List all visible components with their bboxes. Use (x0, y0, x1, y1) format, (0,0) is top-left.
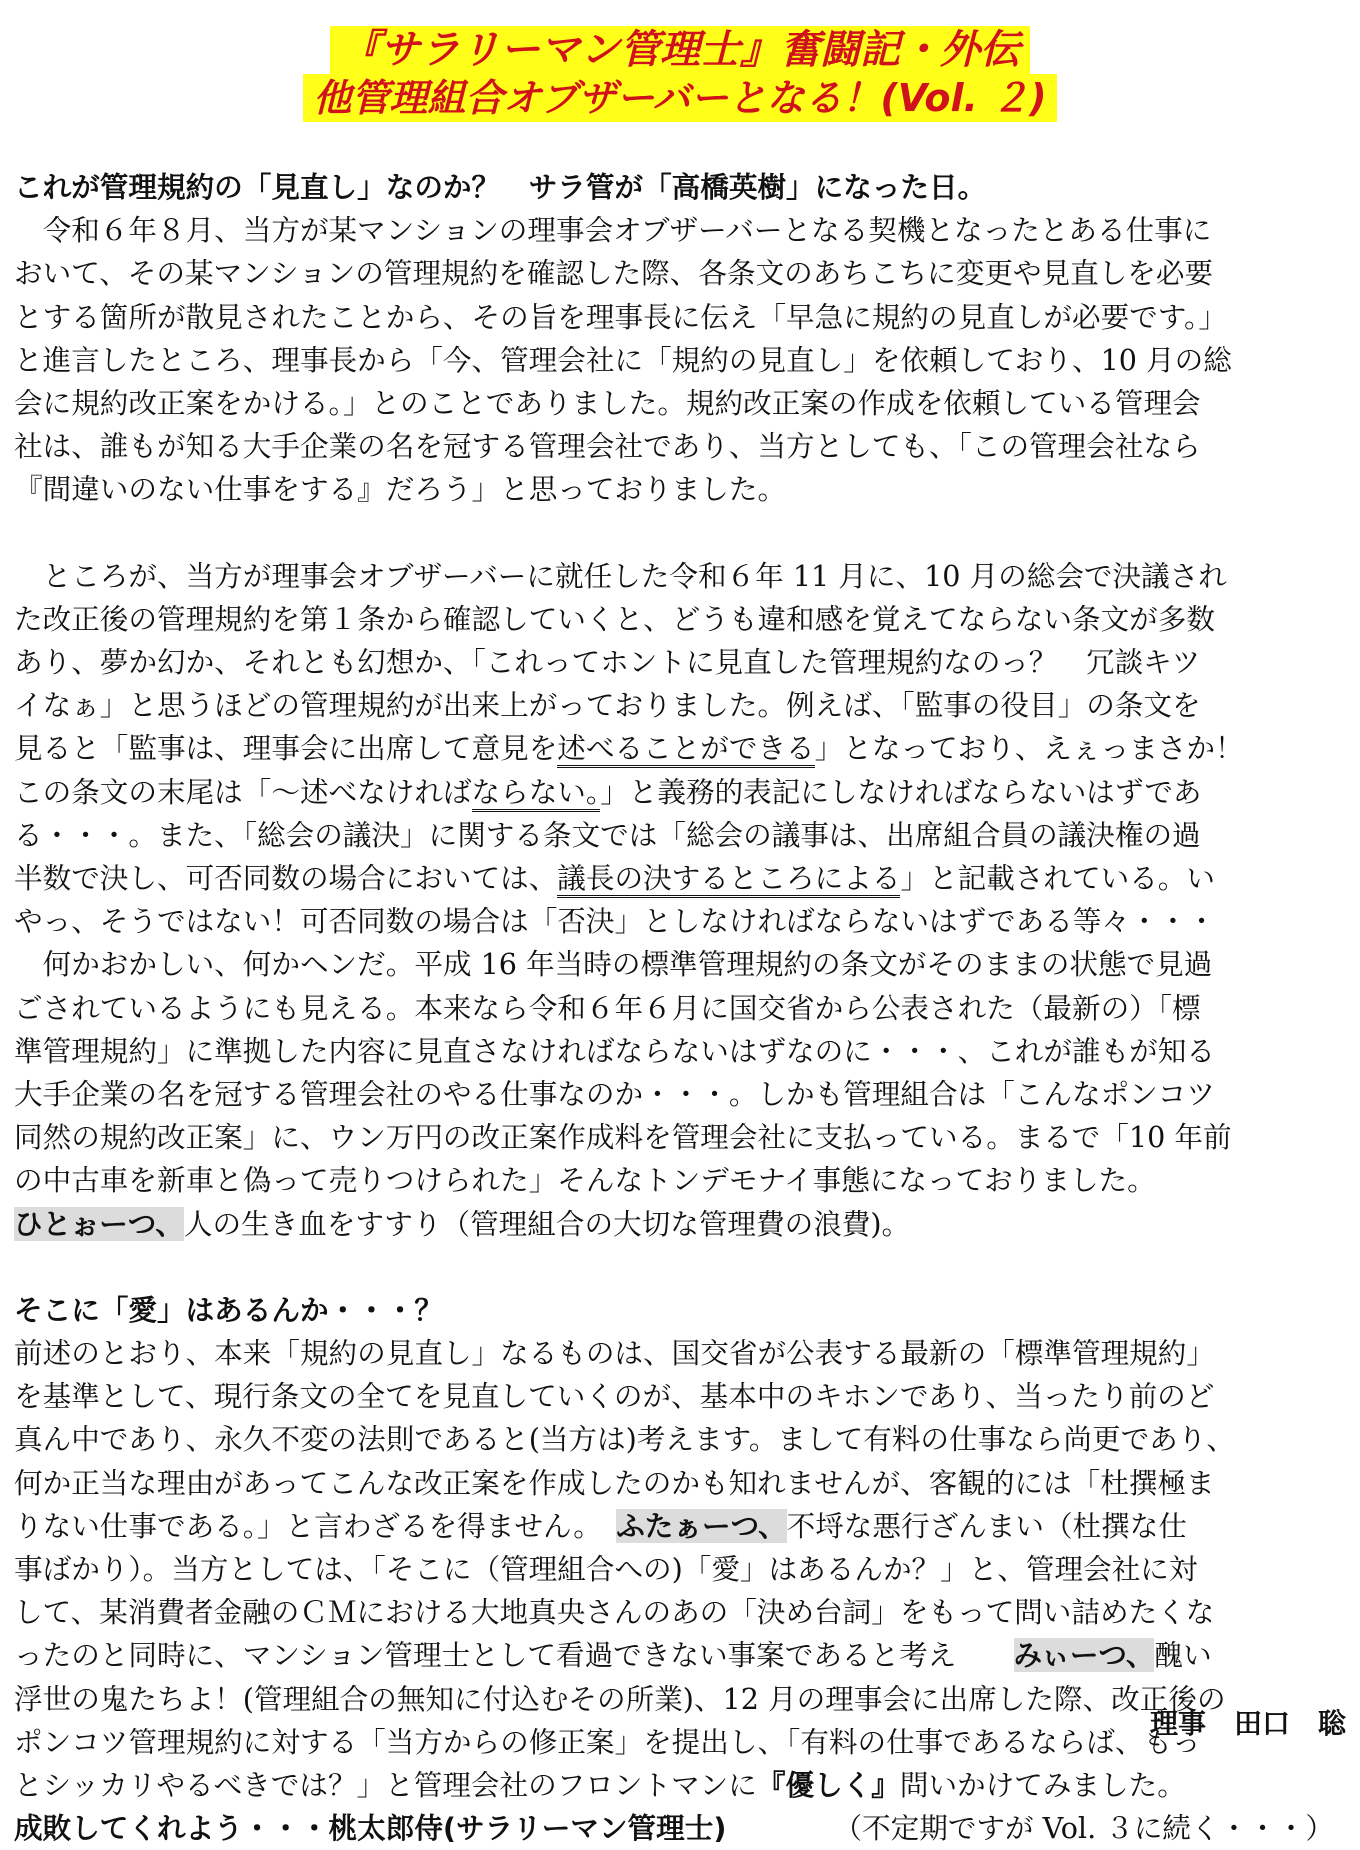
paragraph-line: ポンコツ管理規約に対する「当方からの修正案」を提出し、「有料の仕事であるならば、もっ (14, 1724, 1201, 1759)
article-body (14, 166, 1348, 1850)
paragraph-line: 社は、誰もが知る大手企業の名を冠する管理会社であり、当方としても、「この管理会社なら (14, 429, 1201, 464)
paragraph-line: りない仕事である。」と言わざるを得ません。 ふたぁーつ、不埒な悪行ざんまい（杜撰な仕 (14, 1508, 1187, 1543)
paragraph-line: 前述のとおり、本来「規約の見直し」なるものは、国交省が公表する最新の「標準管理規約」 (14, 1336, 1215, 1371)
paragraph-line: 同然の規約改正案」に、ウン万円の改正案作成料を管理会社に支払っている。まるで「10 年前 (14, 1120, 1232, 1155)
paragraph-line: とする箇所が散見されたことから、その旨を理事長に伝え「早急に規約の見直しが必要です。」 (14, 299, 1227, 334)
paragraph-line: ったのと同時に、マンション管理士として看過できない事案であると考え みぃーつ、醜い (14, 1638, 1212, 1673)
underlined-phrase: 議長の決するところによる (557, 861, 900, 898)
paragraph-line: 令和６年８月、当方が某マンションの理事会オブザーバーとなる契機となったとある仕事に (14, 213, 1212, 248)
blank-line (14, 512, 1348, 555)
title-line-1: 『サラリーマン管理士』奮闘記・外伝 (330, 26, 1030, 74)
paragraph-line: 何かおかしい、何かヘンだ。平成 16 年当時の標準管理規約の条文がそのままの状態で見過 (14, 947, 1213, 982)
paragraph-line: イなぁ」と思うほどの管理規約が出来上がっておりました。例えば、「監事の役目」の条文を (14, 688, 1201, 723)
section2-heading: そこに「愛」はあるんか・・・？ (14, 1292, 443, 1327)
closing-text: 成敗してくれよう・・・桃太郎侍(サラリーマン管理士) (14, 1811, 727, 1846)
paragraph-line: して、某消費者金融のＣＭにおける大地真央さんのあの「決め台詞」をもって問い詰めたくな (14, 1595, 1215, 1630)
paragraph-line: 浮世の鬼たちよ！(管理組合の無知に付込むその所業)、12 月の理事会に出席した際、改正後の (14, 1681, 1226, 1716)
paragraph-line: ひとぉーつ、人の生き血をすすり（管理組合の大切な管理費の浪費)。 (14, 1206, 911, 1241)
continuation-note: （不定期ですが Vol. ３に続く・・・） (833, 1811, 1334, 1846)
paragraph-line: とシッカリやるべきでは？」と管理会社のフロントマンに『優しく』問いかけてみました。 (14, 1767, 1186, 1802)
paragraph-line: を基準として、現行条文の全てを見直していくのが、基本中のキホンであり、当ったり前のど (14, 1379, 1215, 1414)
paragraph-line: 会に規約改正案をかける。」とのことでありました。規約改正案の作成を依頼している管理会 (14, 385, 1201, 420)
paragraph-line: あり、夢か幻か、それとも幻想か、「これってホントに見直した管理規約なのっ？ 冗談キツ (14, 645, 1201, 680)
highlight-hitotsu: ひとぉーつ、 (14, 1206, 184, 1241)
emphasis-yasashiku: 『優しく』 (756, 1767, 900, 1802)
paragraph-line: た改正後の管理規約を第１条から確認していくと、どうも違和感を覚えてならない条文が多数 (14, 601, 1215, 636)
title-line-2: 他管理組合オブザーバーとなる！(Vol. ２) (303, 74, 1056, 122)
paragraph-line: と進言したところ、理事長から「今、管理会社に「規約の見直し」を依頼しており、10 月の総 (14, 342, 1232, 377)
paragraph-line: やっ、そうではない！可否同数の場合は「否決」としなければならないはずである等々・・・ (14, 904, 1216, 939)
paragraph-line: ごされているようにも見える。本来なら令和６年６月に国交省から公表された（最新の）「標 (14, 990, 1201, 1025)
paragraph-line: 何か正当な理由があってこんな改正案を作成したのかも知れませんが、客観的には「杜撰極ま (14, 1465, 1215, 1500)
paragraph-line: ところが、当方が理事会オブザーバーに就任した令和６年 11 月に、10 月の総会で決議され (14, 558, 1227, 593)
blank-line (14, 1246, 1348, 1289)
paragraph-line: 大手企業の名を冠する管理会社のやる仕事なのか・・・。しかも管理組合は「こんなポンコツ (14, 1076, 1215, 1111)
paragraph-line: 事ばかり）。当方としては、「そこに（管理組合への)「愛」はあるんか？」と、管理会社に対 (14, 1552, 1198, 1586)
closing-line (14, 1807, 1348, 1850)
paragraph-line: 見ると「監事は、理事会に出席して意見を述べることができる」となっており、えぇっまさか！ (14, 727, 1348, 770)
paragraph-line: おいて、その某マンションの管理規約を確認した際、各条文のあちこちに変更や見直しを必要 (14, 256, 1214, 291)
paragraph-line: 『間違いのない仕事をする』だろう」と思っておりました。 (14, 472, 787, 507)
section1-heading: これが管理規約の「見直し」なのか？ サラ管が「高橋英樹」になった日。 (14, 170, 987, 204)
underlined-phrase: 述べることができる (557, 731, 814, 768)
author-signature: 理事 田口 聡 (1149, 1707, 1346, 1740)
underlined-phrase: ならない。 (472, 775, 601, 812)
paragraph-line: の中古車を新車と偽って売りつけられた」そんなトンデモナイ事態になっておりました。 (14, 1163, 1156, 1198)
paragraph-line: る・・・。また、「総会の議決」に関する条文では「総会の議事は、出席組合員の議決権の過 (14, 817, 1201, 852)
paragraph-line: 準管理規約」に準拠した内容に見直さなければならないはずなのに・・・、これが誰もが知る (14, 1033, 1215, 1068)
paragraph-line: 真ん中であり、永久不変の法則であると(当方は)考えます。まして有料の仕事なら尚更であり、 (14, 1422, 1235, 1457)
paragraph-line: この条文の末尾は「～述べなければならない。」と義務的表記にしなければならないはずであ (14, 771, 1348, 814)
highlight-futatsu: ふたぁーつ、 (616, 1508, 787, 1543)
paragraph-line: 半数で決し、可否同数の場合においては、議長の決するところによる」と記載されている。い (14, 857, 1348, 900)
title-block (0, 26, 1360, 122)
highlight-mittsu: みぃーつ、 (1013, 1638, 1155, 1673)
